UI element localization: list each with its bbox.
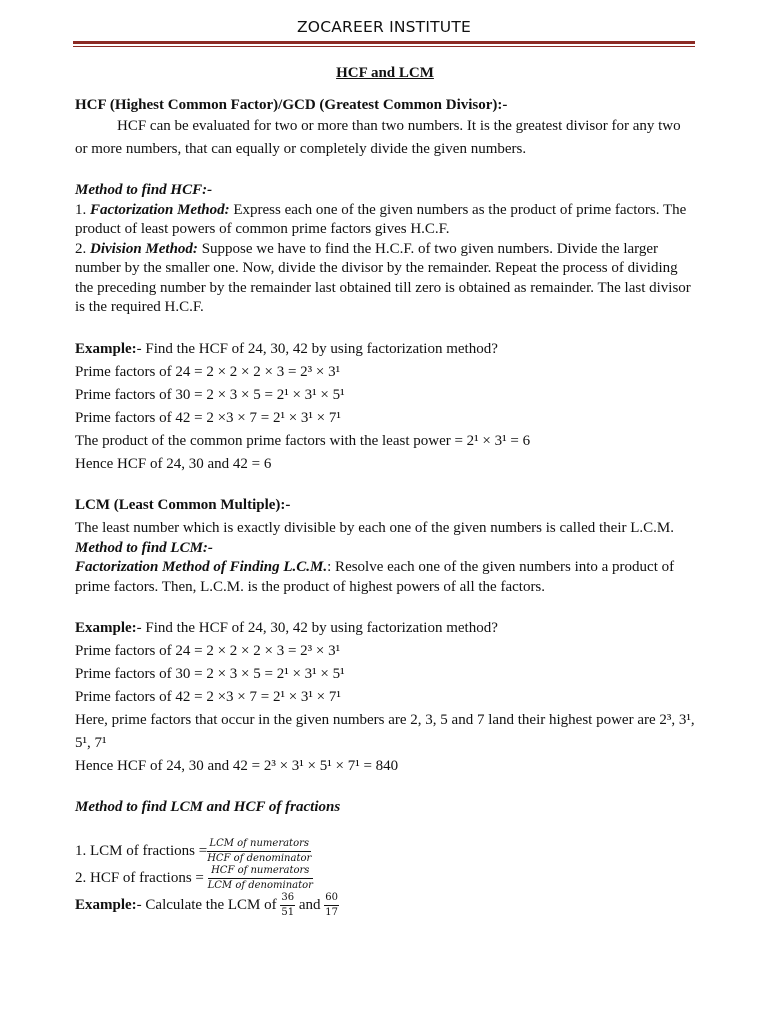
- ex3-f2-denominator: 17: [325, 906, 339, 918]
- m2-number: 2.: [75, 240, 90, 257]
- ex3-f1-denominator: 51: [281, 906, 295, 918]
- example1-text: - Find the HCF of 24, 30, 42 by using factorization method?: [136, 340, 498, 357]
- ex3-and: and: [295, 896, 325, 913]
- ex3-fraction-1: [280, 892, 295, 919]
- header-rule-thick: [73, 41, 695, 44]
- lcm-heading: LCM (Least Common Multiple):-: [75, 496, 291, 513]
- m1-label: Factorization Method:: [90, 201, 230, 218]
- lcm-fraction-formula: [75, 838, 695, 865]
- lcm-fm-text: : Resolve each one of the given numbers into a product of prime factors. Then, L.C.M. is the product of highest powers of all the factors.: [75, 559, 675, 595]
- lcm-definition: The least number which is exactly divisible by each one of the given numbers is called their L.C.M.: [75, 520, 675, 536]
- example3-label: Example:: [75, 896, 137, 913]
- example2-line-2: Prime factors of 30 = 2 × 3 × 5 = 2¹ × 3¹ × 5¹: [75, 666, 345, 682]
- example2-line-5: Hence HCF of 24, 30 and 42 = 2³ × 3¹ × 5¹ × 7¹ = 840: [75, 758, 399, 774]
- m1-number: 1.: [75, 201, 90, 218]
- frac1-numerator: LCM of numerators: [207, 838, 311, 852]
- division-method-paragraph: [75, 240, 695, 318]
- hcf-fraction-formula: [75, 865, 695, 892]
- document-body: [75, 64, 695, 919]
- example2-line-3: Prime factors of 42 = 2 ×3 × 7 = 2¹ × 3¹ × 7¹: [75, 689, 341, 705]
- example2-line-4: Here, prime factors that occur in the given numbers are 2, 3, 5 and 7 land their highest power are 2³, 3¹, 5¹, 7¹: [75, 712, 695, 751]
- method-hcf-heading: Method to find HCF:-: [75, 182, 213, 198]
- example1-line-2: Prime factors of 30 = 2 × 3 × 5 = 2¹ × 3¹ × 5¹: [75, 386, 345, 403]
- header-rule-thin: [73, 46, 695, 47]
- frac2-fraction: [208, 865, 313, 892]
- ex3-f1-numerator: 36: [280, 892, 295, 906]
- m2-label: Division Method:: [90, 240, 198, 257]
- method-lcm-heading: Method to find LCM:-: [75, 539, 213, 556]
- example1-line-4: The product of the common prime factors with the least power = 2¹ × 3¹ = 6: [75, 432, 531, 449]
- frac1-prefix: 1. LCM of fractions =: [75, 842, 208, 859]
- example2-text: - Find the HCF of 24, 30, 42 by using factorization method?: [136, 620, 498, 636]
- example2-label: Example:: [75, 620, 137, 636]
- frac2-denominator: LCM of denominator: [207, 879, 313, 891]
- institute-header: ZOCAREER INSTITUTE: [296, 18, 472, 36]
- ex3-f2-numerator: 60: [324, 892, 339, 906]
- example2-line-1: Prime factors of 24 = 2 × 2 × 2 × 3 = 2³ × 3¹: [75, 643, 341, 659]
- page-title: HCF and LCM: [336, 65, 434, 81]
- lcm-factorization-paragraph: [75, 558, 695, 597]
- hcf-intro: HCF can be evaluated for two or more than two numbers. It is the greatest divisor for any two or more numbers, that can equally or completely divide the given numbers.: [75, 118, 681, 157]
- frac1-denominator: HCF of denominator: [207, 852, 312, 864]
- frac2-numerator: HCF of numerators: [208, 865, 313, 879]
- example3-question: [75, 892, 695, 919]
- example2-question: [75, 617, 695, 640]
- ex3-fraction-2: [324, 892, 339, 919]
- factorization-method-paragraph: [75, 201, 695, 240]
- example1-line-1: Prime factors of 24 = 2 × 2 × 2 × 3 = 2³ × 3¹: [75, 363, 341, 380]
- example1-line-3: Prime factors of 42 = 2 ×3 × 7 = 2¹ × 3¹ × 7¹: [75, 409, 341, 426]
- m1-text: Express each one of the given numbers as the product of prime factors. The product of least powers of common prime factors gives H.C.F.: [75, 201, 687, 237]
- frac2-prefix: 2. HCF of fractions =: [75, 869, 208, 886]
- hcf-heading: HCF (Highest Common Factor)/GCD (Greatest Common Divisor):-: [75, 96, 508, 113]
- example1-label: Example:: [75, 340, 137, 357]
- example1-question: [75, 338, 695, 361]
- method-fractions-heading: Method to find LCM and HCF of fractions: [75, 799, 341, 815]
- example1-line-5: Hence HCF of 24, 30 and 42 = 6: [75, 455, 272, 472]
- m2-text: Suppose we have to find the H.C.F. of two given numbers. Divide the larger number by the smaller one. Now, divide the divisor by the remainder. Repeat the process of dividing the preceding number by the remainder last obtained till zero is obtained as remainder. The last divisor is the required H.C.F.: [75, 240, 691, 315]
- example3-text: - Calculate the LCM of: [136, 896, 281, 913]
- frac1-fraction: [207, 838, 311, 865]
- lcm-fm-label: Factorization Method of Finding L.C.M.: [75, 559, 328, 575]
